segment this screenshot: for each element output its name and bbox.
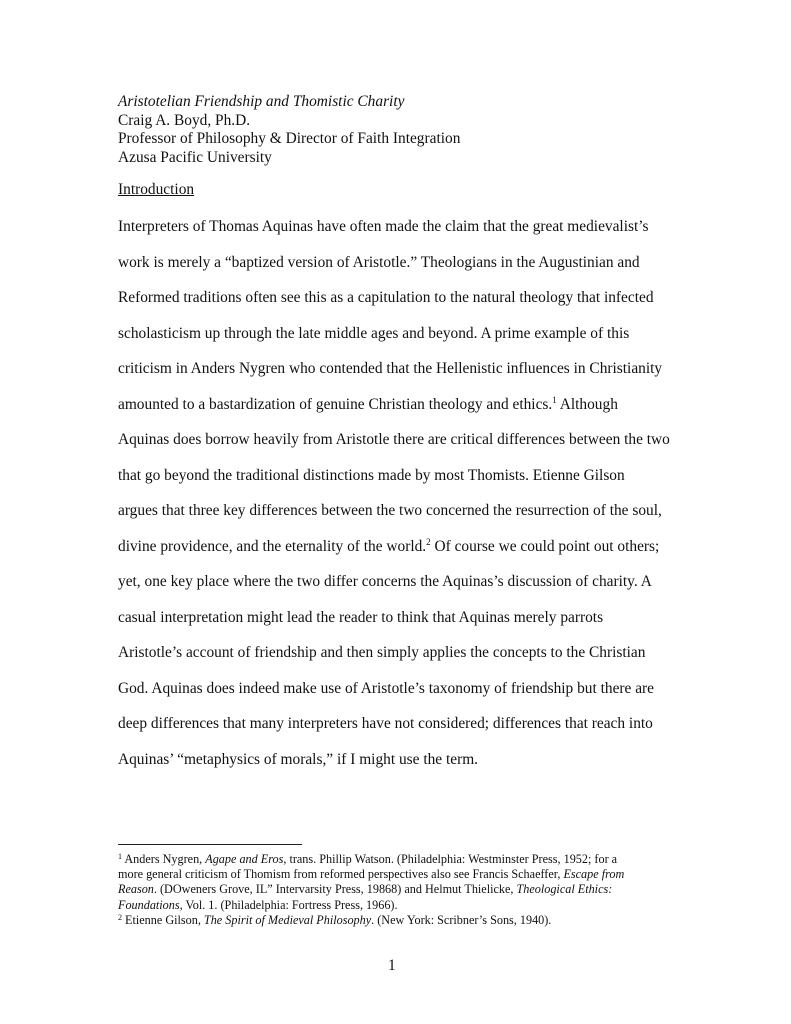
footnote-text: . (DOweners Grove, IL” Intervarsity Press, 19868) and Helmut Thielicke, [153, 882, 517, 897]
author-name: Craig A. Boyd, Ph.D. [118, 111, 251, 129]
footnote-text: . (New York: Scribner’s Sons, 1940). [371, 912, 552, 927]
footnote-text: Vol. 1. (Philadelphia: Fortress Press, 1966). [182, 897, 398, 912]
body-line: scholasticism up through the late middle ages and beyond. A prime example of this [118, 324, 630, 342]
footnote-separator [118, 844, 302, 845]
footnote-1-line [118, 882, 678, 897]
footnote-text: Etienne Gilson, [122, 912, 204, 927]
footnote-book-title: Theological Ethics: [516, 882, 613, 897]
author-institution: Azusa Pacific University [118, 148, 272, 166]
body-line [118, 391, 698, 427]
body-line: casual interpretation might lead the reader to think that Aquinas merely parrots [118, 608, 604, 626]
title-block [118, 93, 688, 167]
body-line: yet, one key place where the two differ concerns the Aquinas’s discussion of charity. A [118, 573, 652, 590]
body-line: Interpreters of Thomas Aquinas have often made the claim that the great medievalist’s [118, 218, 649, 235]
footnote-book-title: Escape from [563, 867, 625, 882]
author-position: Professor of Philosophy & Director of Faith Integration [118, 130, 461, 147]
body-line: that go beyond the traditional distinctions made by most Thomists. Etienne Gilson [118, 466, 625, 484]
footnote-text: more general criticism of Thomism from reformed perspectives also see Francis Schaeffer, [118, 867, 564, 882]
body-line: argues that three key differences between the two concerned the resurrection of the soul, [118, 502, 662, 519]
footnote-2-line [118, 913, 678, 928]
paper-title: Aristotelian Friendship and Thomistic Charity [118, 93, 405, 110]
footnotes [118, 852, 678, 928]
body-line: criticism in Anders Nygren who contended that the Hellenistic influences in Christianity [118, 360, 663, 377]
footnote-2-marker: 2 [118, 912, 122, 922]
body-line: God. Aquinas does indeed make use of Aristotle’s taxonomy of friendship but there are [118, 679, 654, 697]
body-paragraph [118, 213, 698, 781]
body-line: deep differences that many interpreters have not considered; differences that reach into [118, 715, 653, 732]
body-line-text: amounted to a bastardization of genuine Christian theology and ethics. [118, 395, 553, 413]
body-line-tail: Of course we could point out others; [430, 537, 660, 555]
body-line: Aristotle’s account of friendship and then simply applies the concepts to the Christian [118, 644, 646, 661]
footnote-1-line [118, 898, 678, 913]
footnote-book-title: Foundations, [118, 897, 183, 912]
body-line [118, 533, 698, 569]
body-line-text: divine providence, and the eternality of the world. [118, 537, 427, 555]
body-line: work is merely a “baptized version of Aristotle.” Theologians in the Augustinian and [118, 253, 640, 271]
body-line-tail: Although [556, 395, 618, 413]
footnote-book-title: Agape and Eros [205, 852, 284, 866]
body-line: Aquinas’ “metaphysics of morals,” if I might use the term. [118, 750, 479, 768]
footnote-1-line [118, 852, 678, 867]
footnote-book-title: The Spirit of Medieval Philosophy [203, 912, 372, 927]
footnote-book-title: Reason [118, 882, 154, 897]
footnote-ref-2[interactable]: 2 [426, 536, 431, 547]
body-line: Aquinas does borrow heavily from Aristotle there are critical differences between the two [118, 431, 670, 448]
footnote-text: Anders Nygren, [122, 852, 206, 866]
section-heading: Introduction [118, 181, 195, 198]
page-number: 1 [388, 957, 396, 974]
footnote-ref-1[interactable]: 1 [552, 394, 557, 405]
footnote-text: , trans. Phillip Watson. (Philadelphia: Westminster Press, 1952; for a [283, 852, 618, 866]
footnote-1-marker: 1 [118, 852, 122, 861]
body-line: Reformed traditions often see this as a capitulation to the natural theology that infected [118, 289, 654, 306]
footnote-1-line [118, 867, 678, 882]
